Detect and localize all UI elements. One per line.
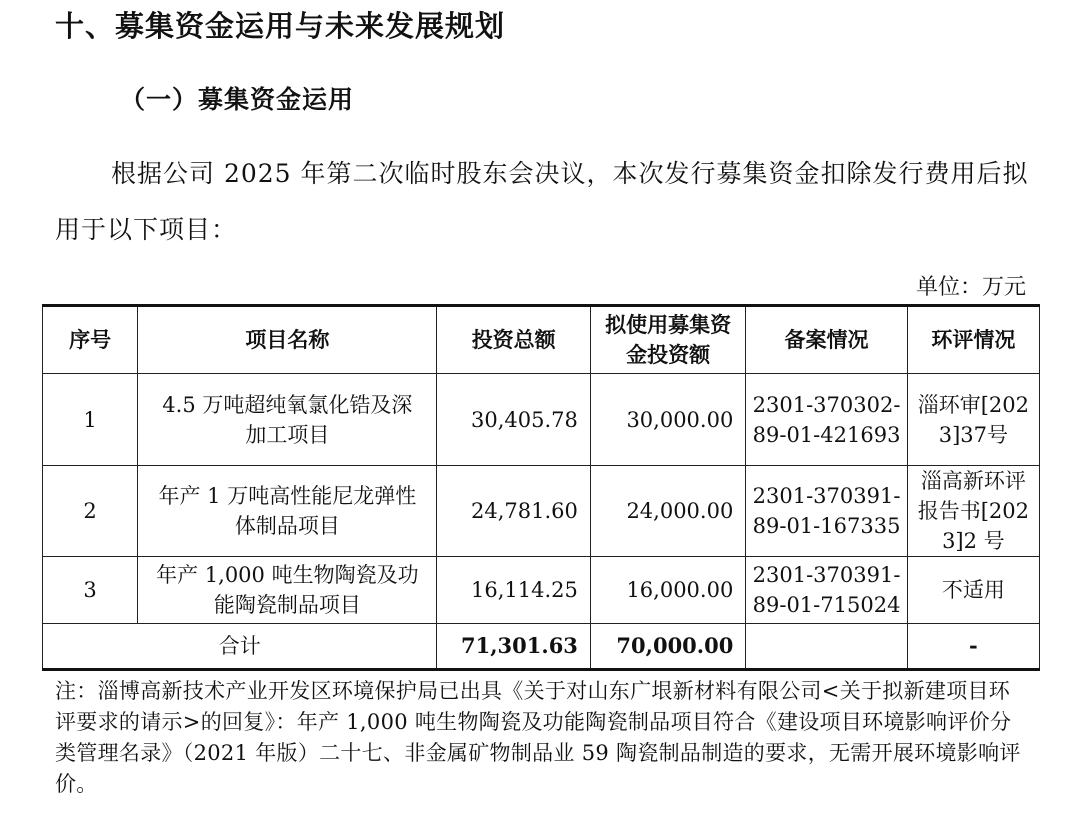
- fund-usage-table: [42, 304, 1040, 671]
- table-row: [43, 374, 1040, 466]
- table-note: 注：淄博高新技术产业开发区环境保护局已出具《关于对山东广垠新材料有限公司<关于拟新建项目环评要求的请示>的回复》：年产 1,000 吨生物陶瓷及功能陶瓷制品项目符合《建设项目环境影响评价分类管理名录》（2021 年版）二十七、非金属矿物制品业 59 陶瓷制品制造的要求，无需开展环境影响评价。: [55, 679, 1021, 796]
- header-total-investment: 投资总额: [437, 306, 590, 374]
- header-filing: 备案情况: [746, 306, 907, 374]
- cell-project-name: 年产 1,000 吨生物陶瓷及功能陶瓷制品项目: [138, 557, 437, 624]
- table-row: [43, 466, 1040, 557]
- cell-filing: 2301-370302-89-01-421693: [746, 374, 907, 466]
- cell-filing: [746, 624, 907, 670]
- cell-raised-funds: 16,000.00: [590, 557, 745, 624]
- cell-raised-funds: 24,000.00: [590, 466, 745, 557]
- cell-raised-funds: 30,000.00: [590, 374, 745, 466]
- cell-eia: 淄环审[2023]37号: [907, 374, 1039, 466]
- subsection-heading: （一）募集资金运用: [120, 85, 355, 114]
- table-total-row: [43, 624, 1040, 670]
- cell-project-name: 年产 1 万吨高性能尼龙弹性体制品项目: [138, 466, 437, 557]
- cell-total-investment: 24,781.60: [437, 466, 590, 557]
- cell-no: 2: [43, 466, 138, 557]
- cell-total-label: 合计: [43, 624, 437, 670]
- cell-eia: -: [907, 624, 1039, 670]
- cell-filing: 2301-370391-89-01-167335: [746, 466, 907, 557]
- cell-total-investment: 71,301.63: [437, 624, 590, 670]
- header-raised-funds: 拟使用募集资金投资额: [590, 306, 745, 374]
- table-row: [43, 557, 1040, 624]
- cell-eia: 淄高新环评报告书[2023]2 号: [907, 466, 1039, 557]
- cell-filing: 2301-370391-89-01-715024: [746, 557, 907, 624]
- intro-paragraph: 根据公司 2025 年第二次临时股东会决议，本次发行募集资金扣除发行费用后拟用于以下项目：: [55, 159, 1029, 244]
- header-project-name: 项目名称: [138, 306, 437, 374]
- cell-total-investment: 16,114.25: [437, 557, 590, 624]
- cell-total-investment: 30,405.78: [437, 374, 590, 466]
- cell-no: 3: [43, 557, 138, 624]
- header-no: 序号: [43, 306, 138, 374]
- header-eia: 环评情况: [907, 306, 1039, 374]
- cell-project-name: 4.5 万吨超纯氧氯化锆及深加工项目: [138, 374, 437, 466]
- section-heading: 十、募集资金运用与未来发展规划: [55, 9, 506, 43]
- cell-no: 1: [43, 374, 138, 466]
- cell-raised-funds: 70,000.00: [590, 624, 745, 670]
- cell-eia: 不适用: [907, 557, 1039, 624]
- table-header-row: [43, 306, 1040, 374]
- unit-label: 单位：万元: [915, 275, 1026, 300]
